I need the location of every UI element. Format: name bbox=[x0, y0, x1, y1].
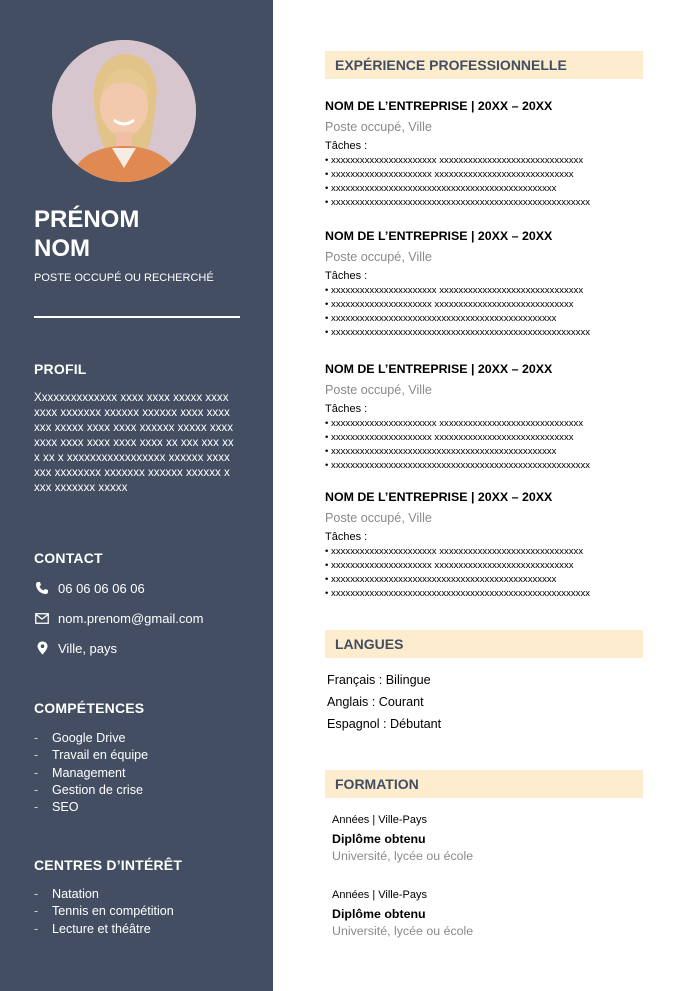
first-name: PRÉNOM bbox=[34, 206, 140, 233]
formation-entry bbox=[332, 812, 632, 865]
list-item: • xxxxxxxxxxxxxxxxxxxxxxxxxxxxxxxxxxxxxxxxxxxxxxxxxxxxxx bbox=[325, 460, 591, 471]
list-item: - Lecture et théâtre bbox=[34, 921, 151, 936]
email-value: nom.prenom@gmail.com bbox=[58, 610, 204, 626]
tasks-list bbox=[325, 417, 665, 473]
tasks-list bbox=[325, 284, 665, 340]
tasks-label: Tâches : bbox=[325, 270, 368, 282]
sidebar bbox=[0, 0, 273, 991]
list-item: • xxxxxxxxxxxxxxxxxxxxxxxxxxxxxxxxxxxxxxxxxxxxxxxxxxxxxx bbox=[325, 588, 591, 599]
formation-diploma: Diplôme obtenu bbox=[332, 907, 426, 921]
job-position: Poste occupé, Ville bbox=[325, 250, 432, 264]
list-item: - Natation bbox=[34, 887, 99, 901]
formation-school: Université, lycée ou école bbox=[332, 849, 474, 863]
tasks-list bbox=[325, 154, 665, 210]
list-item: • xxxxxxxxxxxxxxxxxxxxx xxxxxxxxxxxxxxxxxxxxxxxxxxxxx bbox=[325, 560, 574, 571]
list-item: • xxxxxxxxxxxxxxxxxxxxx xxxxxxxxxxxxxxxxxxxxxxxxxxxxx bbox=[325, 432, 574, 443]
job-position: Poste occupé, Ville bbox=[325, 511, 432, 525]
list-item: - SEO bbox=[34, 800, 79, 815]
list-item: • xxxxxxxxxxxxxxxxxxxxxx xxxxxxxxxxxxxxxxxxxxxxxxxxxxxx bbox=[325, 285, 584, 296]
job-entry bbox=[325, 360, 665, 473]
job-target: POSTE OCCUPÉ OU RECHERCHÉ bbox=[34, 272, 214, 284]
contact-heading: CONTACT bbox=[34, 550, 103, 566]
formation-diploma: Diplôme obtenu bbox=[332, 832, 426, 846]
list-item: • xxxxxxxxxxxxxxxxxxxxxxxxxxxxxxxxxxxxxxxxxxxxxxx bbox=[325, 446, 557, 457]
avatar bbox=[52, 40, 196, 182]
envelope-icon bbox=[34, 610, 50, 626]
candidate-name bbox=[34, 205, 139, 263]
phone-value: 06 06 06 06 06 bbox=[58, 580, 145, 596]
job-entry bbox=[325, 227, 665, 340]
last-name: NOM bbox=[34, 235, 90, 262]
formation-years: Années | Ville-Pays bbox=[332, 814, 427, 826]
interets-list bbox=[34, 886, 174, 938]
list-item: • xxxxxxxxxxxxxxxxxxxxxx xxxxxxxxxxxxxxxxxxxxxxxxxxxxxx bbox=[325, 418, 584, 429]
job-title: NOM DE L’ENTREPRISE | 20XX – 20XX bbox=[325, 99, 553, 113]
contact-phone bbox=[34, 578, 145, 598]
formation-school: Université, lycée ou école bbox=[332, 924, 474, 938]
list-item: • xxxxxxxxxxxxxxxxxxxxxx xxxxxxxxxxxxxxxxxxxxxxxxxxxxxx bbox=[325, 155, 584, 166]
job-entry bbox=[325, 97, 665, 210]
list-item: • xxxxxxxxxxxxxxxxxxxxxxxxxxxxxxxxxxxxxxxxxxxxxxx bbox=[325, 313, 557, 324]
list-item: • xxxxxxxxxxxxxxxxxxxxx xxxxxxxxxxxxxxxxxxxxxxxxxxxxx bbox=[325, 169, 574, 180]
competences-heading: COMPÉTENCES bbox=[34, 700, 145, 716]
list-item: - Travail en équipe bbox=[34, 748, 149, 763]
experience-heading: EXPÉRIENCE PROFESSIONNELLE bbox=[325, 51, 643, 79]
list-item: • xxxxxxxxxxxxxxxxxxxxxxxxxxxxxxxxxxxxxxxxxxxxxxxxxxxxxx bbox=[325, 327, 591, 338]
tasks-label: Tâches : bbox=[325, 531, 368, 543]
language-item: Français : Bilingue bbox=[327, 673, 431, 687]
interets-heading: CENTRES D’INTÉRÊT bbox=[34, 857, 183, 873]
profile-photo-icon bbox=[52, 40, 196, 182]
formation-entry bbox=[332, 887, 632, 940]
job-title: NOM DE L’ENTREPRISE | 20XX – 20XX bbox=[325, 229, 553, 243]
tasks-label: Tâches : bbox=[325, 140, 368, 152]
profil-heading: PROFIL bbox=[34, 361, 87, 377]
list-item: • xxxxxxxxxxxxxxxxxxxxxx xxxxxxxxxxxxxxxxxxxxxxxxxxxxxx bbox=[325, 546, 584, 557]
formation-heading: FORMATION bbox=[325, 770, 643, 798]
job-title: NOM DE L’ENTREPRISE | 20XX – 20XX bbox=[325, 362, 553, 376]
job-title: NOM DE L’ENTREPRISE | 20XX – 20XX bbox=[325, 490, 553, 504]
tasks-label: Tâches : bbox=[325, 403, 368, 415]
language-item: Espagnol : Débutant bbox=[327, 717, 442, 731]
tasks-list bbox=[325, 545, 665, 601]
job-entry bbox=[325, 488, 665, 601]
formation-years: Années | Ville-Pays bbox=[332, 889, 427, 901]
main-content bbox=[273, 0, 700, 991]
contact-location bbox=[34, 638, 117, 658]
profil-text: Xxxxxxxxxxxxxx xxxx xxxx xxxxx xxxxxxxx xxxxxxx xxxxxx xxxxxx xxxx xxxxxxx xxxxx xxxx xxxx xxxxxx xxxxx xxxx xxxx xxxx xxxx xxxx xxxx xx xxx xxx xxx xx x xxxxxxxxxxxxxxxxx xxxxxx xxxxxxx xxxxxxxx xxxxxxx xxxxxx xxxxxx xxxx xxxxxxx xxxxx bbox=[34, 391, 234, 494]
list-item: • xxxxxxxxxxxxxxxxxxxxxxxxxxxxxxxxxxxxxxxxxxxxxxx bbox=[325, 574, 557, 585]
job-position: Poste occupé, Ville bbox=[325, 383, 432, 397]
location-pin-icon bbox=[34, 640, 50, 656]
list-item: - Google Drive bbox=[34, 731, 126, 745]
divider bbox=[34, 316, 240, 318]
phone-icon bbox=[34, 580, 50, 596]
job-position: Poste occupé, Ville bbox=[325, 120, 432, 134]
list-item: - Tennis en compétition bbox=[34, 904, 174, 919]
list-item: • xxxxxxxxxxxxxxxxxxxxx xxxxxxxxxxxxxxxxxxxxxxxxxxxxx bbox=[325, 299, 574, 310]
competences-list bbox=[34, 730, 148, 816]
contact-email bbox=[34, 608, 203, 628]
language-item: Anglais : Courant bbox=[327, 695, 424, 709]
location-value: Ville, pays bbox=[58, 640, 118, 656]
langues-heading: LANGUES bbox=[325, 630, 643, 658]
list-item: - Gestion de crise bbox=[34, 782, 143, 797]
list-item: - Management bbox=[34, 765, 126, 780]
list-item: • xxxxxxxxxxxxxxxxxxxxxxxxxxxxxxxxxxxxxxxxxxxxxxxxxxxxxx bbox=[325, 197, 591, 208]
list-item: • xxxxxxxxxxxxxxxxxxxxxxxxxxxxxxxxxxxxxxxxxxxxxxx bbox=[325, 183, 557, 194]
